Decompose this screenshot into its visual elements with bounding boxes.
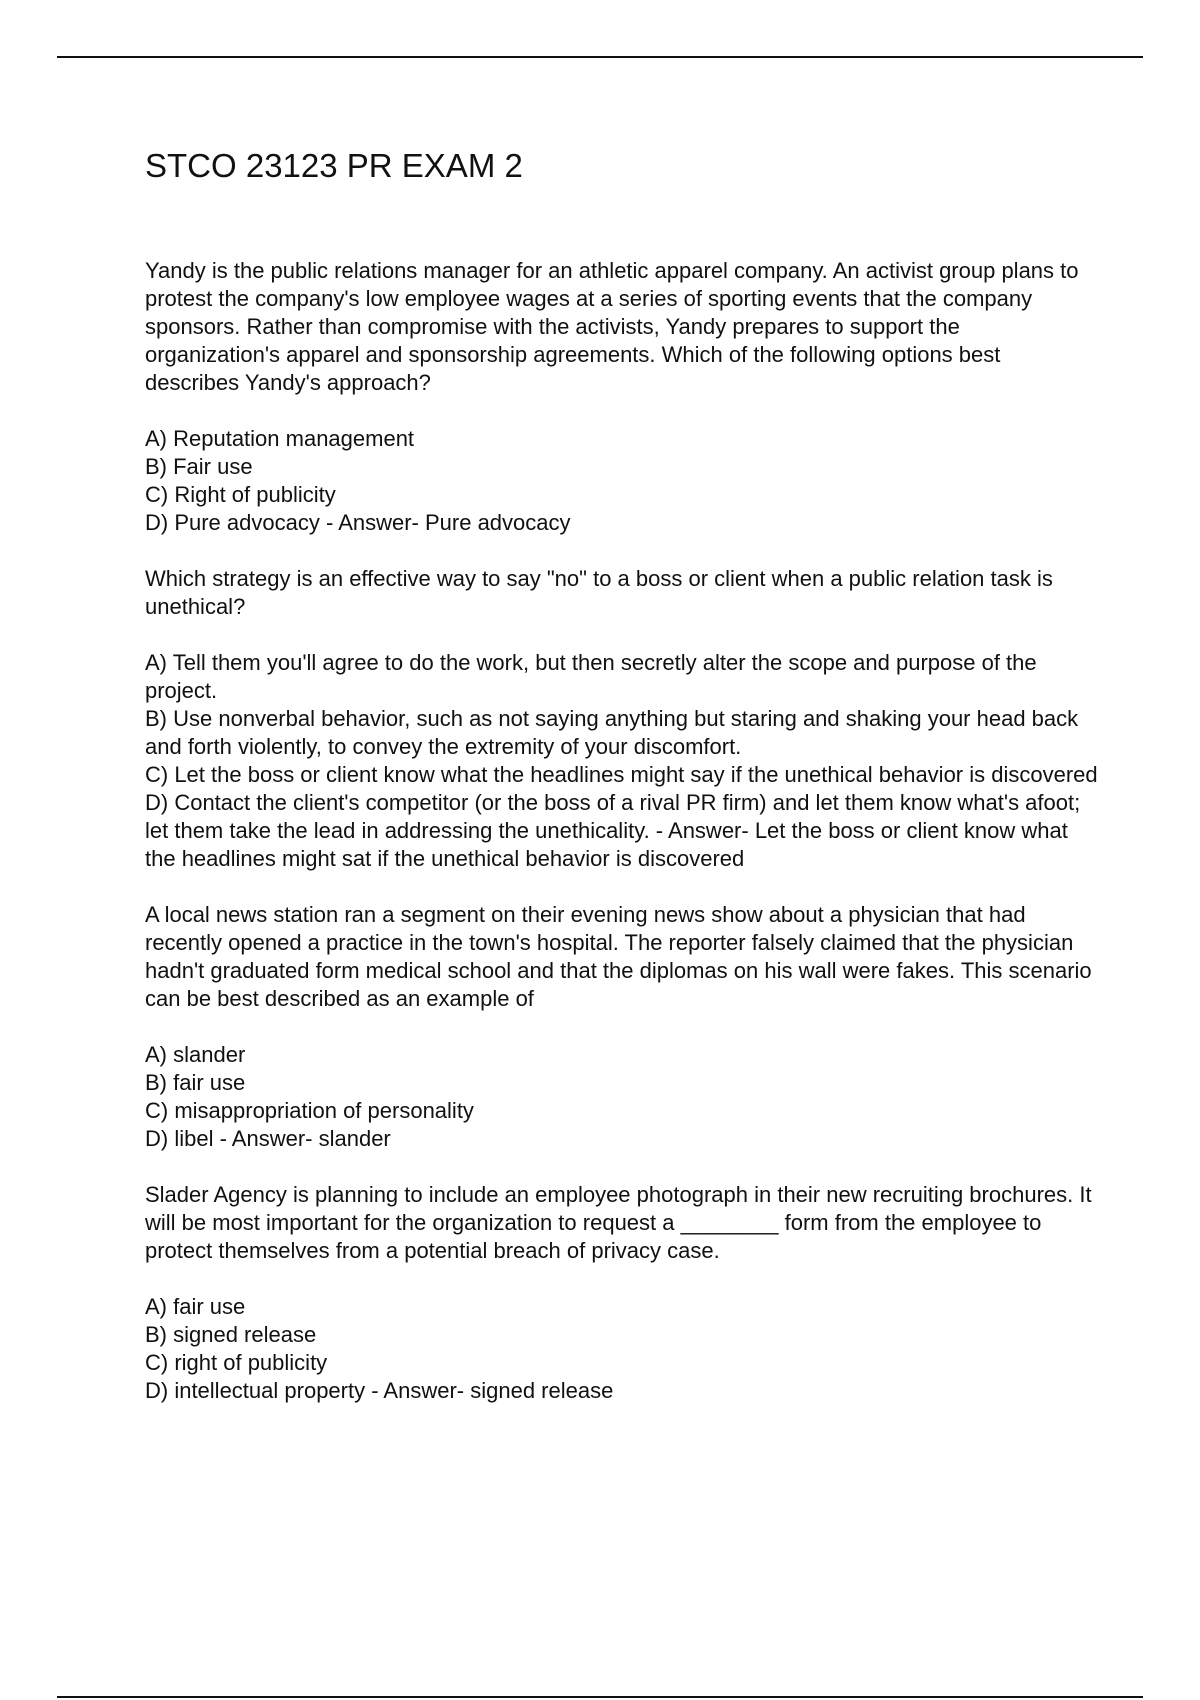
answer-option: B) Use nonverbal behavior, such as not saying anything but staring and shaking your head back and forth violently, to convey the extremity of your discomfort. bbox=[145, 706, 1079, 759]
answer-option: D) Contact the client's competitor (or the boss of a rival PR firm) and let them know what's afoot; let them take the lead in addressing the unethicality. - Answer- Let the boss or client know what the headlines might sat if the unethical behavior is discovered bbox=[145, 790, 1081, 871]
answer-option: A) Tell them you'll agree to do the work, but then secretly alter the scope and purpose of the project. bbox=[145, 650, 1037, 703]
answer-option: B) fair use bbox=[145, 1070, 246, 1095]
answer-option: C) misappropriation of personality bbox=[145, 1098, 474, 1123]
answer-option: A) Reputation management bbox=[145, 426, 415, 451]
answer-option: D) Pure advocacy - Answer- Pure advocacy bbox=[145, 510, 571, 535]
question-block bbox=[145, 257, 1100, 537]
question-text: Which strategy is an effective way to say "no" to a boss or client when a public relation task is unethical? bbox=[145, 566, 1053, 619]
answer-option: B) Fair use bbox=[145, 454, 253, 479]
question-list bbox=[145, 257, 1100, 1433]
answer-option: B) signed release bbox=[145, 1322, 317, 1347]
question-text: Slader Agency is planning to include an employee photograph in their new recruiting brochures. It will be most important for the organization to request a ________ form from the employee to protect themselves from a potential breach of privacy case. bbox=[145, 1182, 1092, 1263]
question-block bbox=[145, 1181, 1100, 1405]
bottom-rule bbox=[57, 1696, 1143, 1698]
answer-option: C) Right of publicity bbox=[145, 482, 336, 507]
question-text: A local news station ran a segment on their evening news show about a physician that had recently opened a practice in the town's hospital. The reporter falsely claimed that the physician hadn't graduated form medical school and that the diplomas on his wall were fakes. This scenario can be best described as an example of bbox=[145, 902, 1092, 1011]
answer-option: A) fair use bbox=[145, 1294, 246, 1319]
question-block bbox=[145, 565, 1100, 873]
answer-option: C) Let the boss or client know what the headlines might say if the unethical behavior is discovered bbox=[145, 762, 1098, 787]
question-block bbox=[145, 901, 1100, 1153]
question-text: Yandy is the public relations manager for an athletic apparel company. An activist group plans to protest the company's low employee wages at a series of sporting events that the company sponsors. Rather than compromise with the activists, Yandy prepares to support the organization's apparel and sponsorship agreements. Which of the following options best describes Yandy's approach? bbox=[145, 258, 1079, 395]
answer-option: D) intellectual property - Answer- signed release bbox=[145, 1378, 614, 1403]
document-title: STCO 23123 PR EXAM 2 bbox=[145, 147, 523, 184]
answer-option: A) slander bbox=[145, 1042, 246, 1067]
answer-option: C) right of publicity bbox=[145, 1350, 328, 1375]
top-rule bbox=[57, 56, 1143, 58]
answer-option: D) libel - Answer- slander bbox=[145, 1126, 391, 1151]
